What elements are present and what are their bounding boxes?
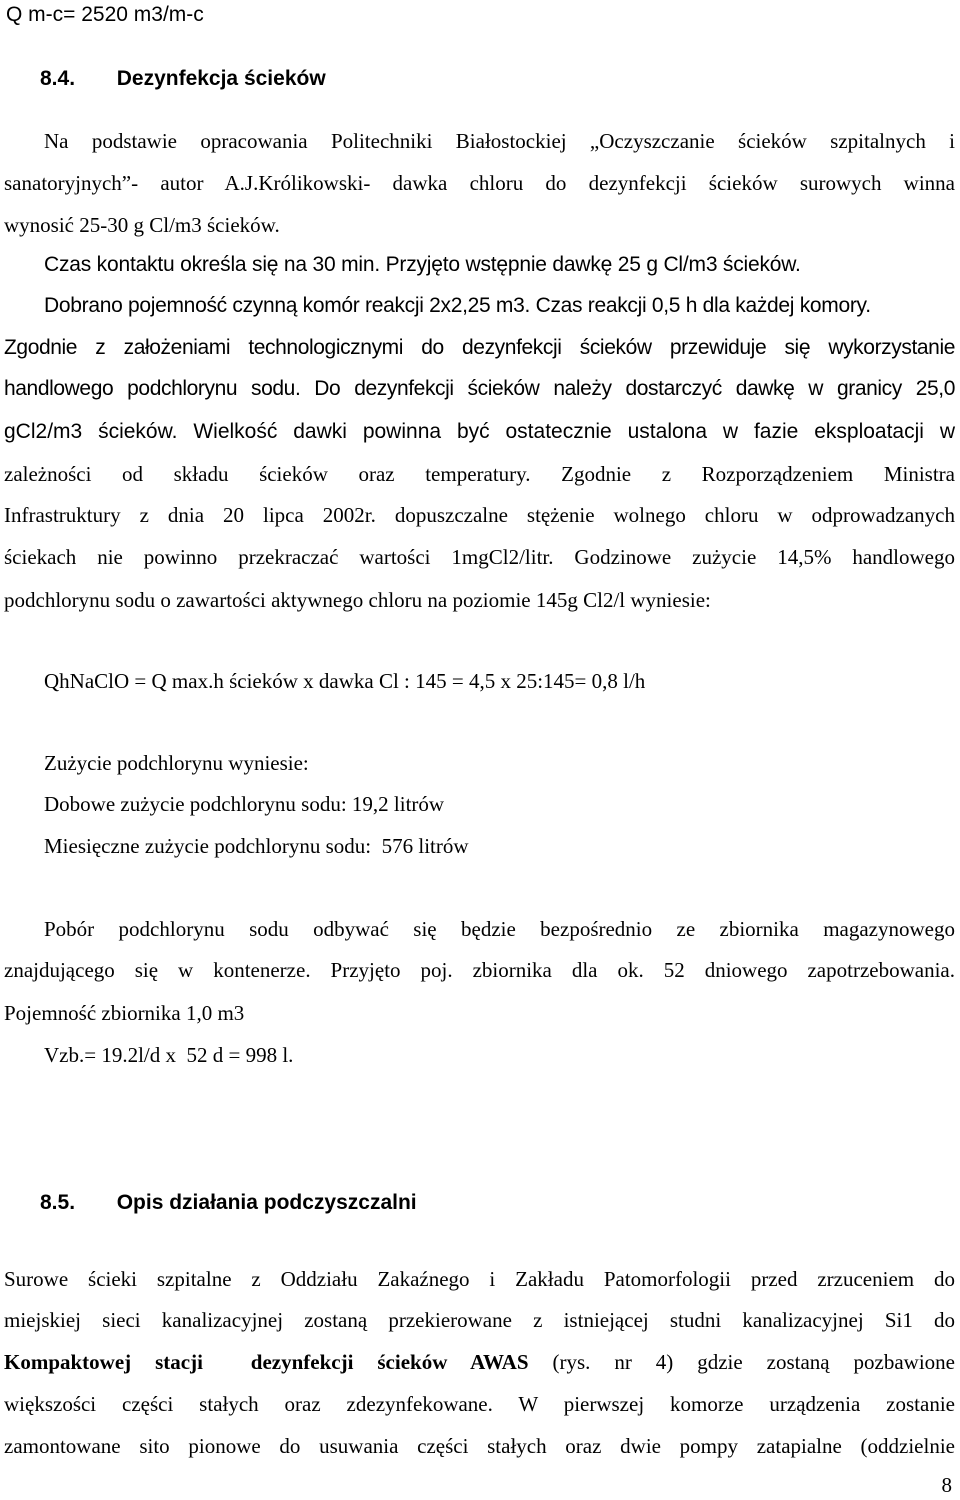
paragraph-line: zamontowane sito pionowe do usuwania części stałych oraz dwie pompy zatapialne (oddzielnie: [4, 1434, 955, 1458]
paragraph-line: Pobór podchlorynu sodu odbywać się będzie bezpośrednio ze zbiornika magazynowego: [44, 917, 955, 941]
paragraph-line: gCl2/m3 ścieków. Wielkość dawki powinna być ostatecznie ustalona w fazie eksploatacji w: [4, 420, 955, 443]
paragraph-line: zależności od składu ścieków oraz temperatury. Zgodnie z Rozporządzeniem Ministra: [4, 462, 955, 486]
paragraph-line: Pojemność zbiornika 1,0 m3: [4, 1001, 245, 1025]
paragraph-line: miejskiej sieci kanalizacyjnej zostaną przekierowane z istniejącej studni kanalizacyjnej Si1 do: [4, 1308, 955, 1332]
paragraph-line: [4, 1349, 955, 1375]
section-85-heading: [40, 1190, 417, 1216]
paragraph-line: Dobrano pojemność czynną komór reakcji 2x2,25 m3. Czas reakcji 0,5 h dla każdej komory.: [44, 294, 871, 317]
paragraph-line: sanatoryjnych”- autor A.J.Królikowski- dawka chloru do dezynfekcji ścieków surowych winna: [4, 171, 955, 195]
paragraph-line: ściekach nie powinno przekraczać wartości 1mgCl2/litr. Godzinowe zużycie 14,5% handlowego: [4, 545, 955, 569]
section-84-heading: [40, 66, 326, 92]
paragraph-line: Na podstawie opracowania Politechniki Białostockiej „Oczyszczanie ścieków szpitalnych i: [44, 129, 955, 153]
top-line: Q m-c= 2520 m3/m-c: [6, 3, 204, 26]
section-85-title: Opis działania podczyszczalni: [116, 1191, 417, 1214]
daily-usage: Dobowe zużycie podchlorynu sodu: 19,2 litrów: [44, 792, 445, 816]
paragraph-line: wynosić 25-30 g Cl/m3 ścieków.: [4, 213, 280, 237]
usage-header: Zużycie podchlorynu wyniesie:: [44, 751, 309, 775]
paragraph-line: Czas kontaktu określa się na 30 min. Przyjęto wstępnie dawkę 25 g Cl/m3 ścieków.: [44, 253, 801, 276]
hypochlorite-formula: QhNaClO = Q max.h ścieków x dawka Cl : 145 = 4,5 x 25:145= 0,8 l/h: [44, 669, 646, 693]
paragraph-line: Zgodnie z założeniami technologicznymi do dezynfekcji ścieków przewiduje się wykorzystanie: [4, 336, 955, 359]
paragraph-line: handlowego podchlorynu sodu. Do dezynfekcji ścieków należy dostarczyć dawkę w granicy 25,0: [4, 377, 955, 400]
paragraph-line: Infrastruktury z dnia 20 lipca 2002r. dopuszczalne stężenie wolnego chloru w odprowadzanych: [4, 503, 955, 527]
paragraph-line-rest: (rys. nr 4) gdzie zostaną pozbawione: [528, 1350, 955, 1374]
paragraph-line: Surowe ścieki szpitalne z Oddziału Zakaźnego i Zakładu Patomorfologii przed zrzuceniem do: [4, 1267, 955, 1291]
page-number: 8: [941, 1473, 952, 1497]
section-85-number: 8.5.: [40, 1191, 76, 1214]
section-84-number: 8.4.: [40, 67, 76, 90]
paragraph-line: podchlorynu sodu o zawartości aktywnego chloru na poziomie 145g Cl2/l wyniesie:: [4, 588, 711, 612]
section-84-title: Dezynfekcja ścieków: [116, 67, 326, 90]
monthly-usage: Miesięczne zużycie podchlorynu sodu: 576 litrów: [44, 834, 469, 858]
awas-station-name: Kompaktowej stacji dezynfekcji ścieków AWAS: [4, 1350, 529, 1374]
tank-volume-formula: Vzb.= 19.2l/d x 52 d = 998 l.: [44, 1043, 294, 1067]
paragraph-line: większości części stałych oraz zdezynfekowane. W pierwszej komorze urządzenia zostanie: [4, 1392, 955, 1416]
paragraph-line: znajdującego się w kontenerze. Przyjęto poj. zbiornika dla ok. 52 dniowego zapotrzebowania.: [4, 958, 955, 982]
